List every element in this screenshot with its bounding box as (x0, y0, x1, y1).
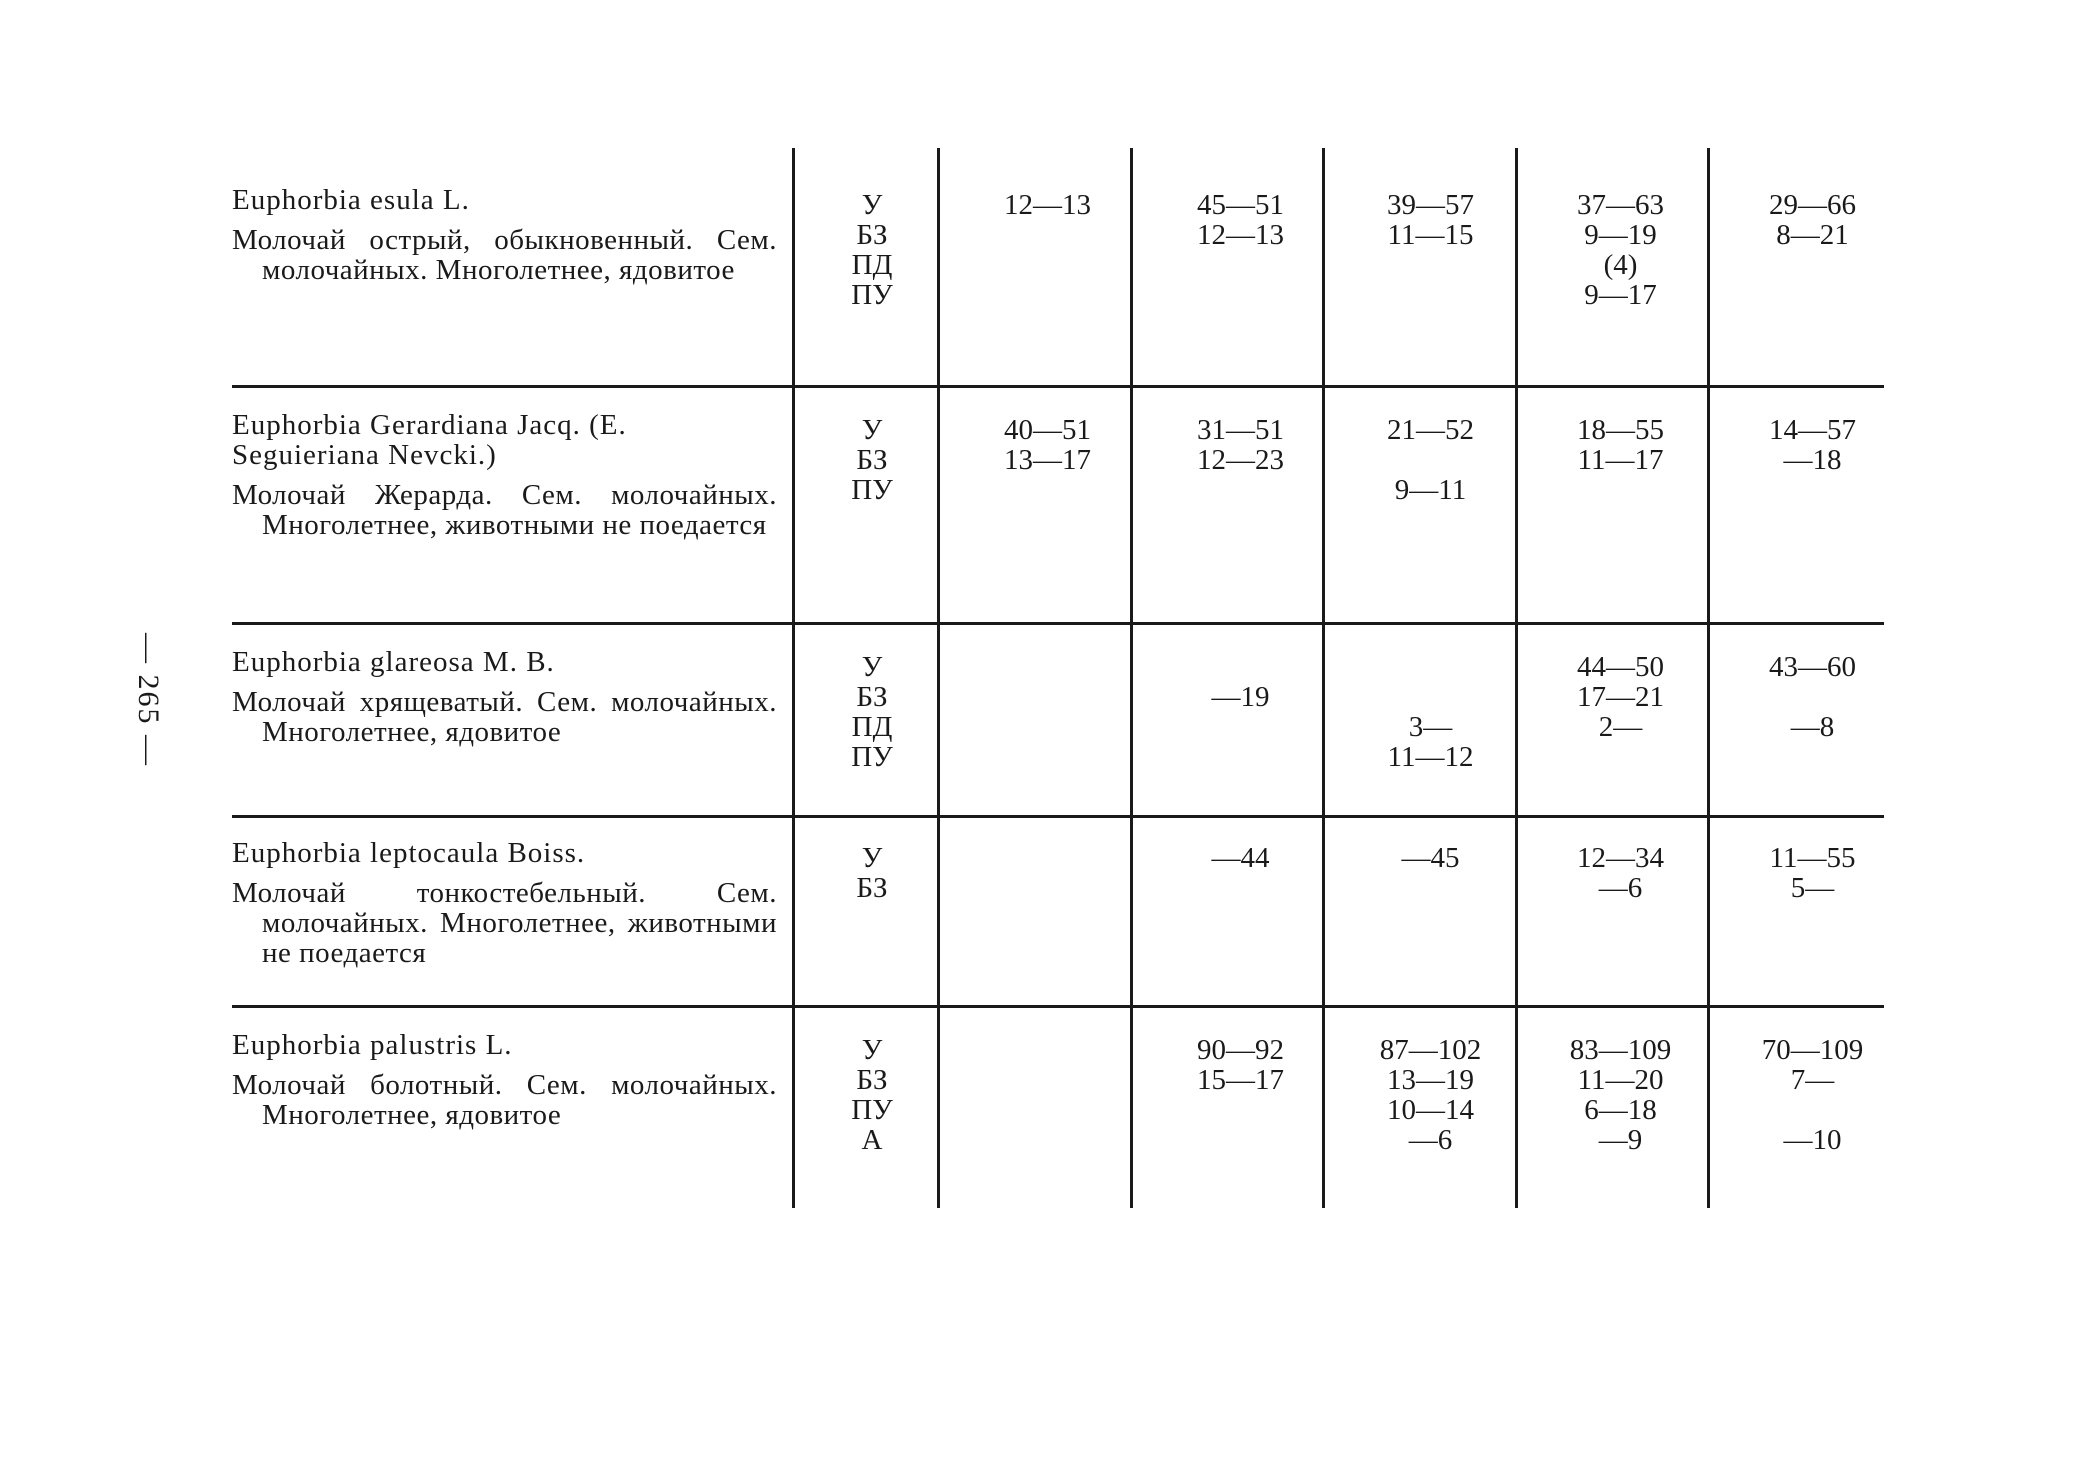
species-description: Молочай хрящеватый. Сем. молочайных. Многолетнее, ядовитое (232, 686, 777, 748)
value-range: 43—60 (1769, 651, 1856, 683)
value-range: —18 (1783, 444, 1842, 476)
value-range: 9—19 (1584, 219, 1657, 251)
value-cell (1528, 652, 1713, 742)
value-range: 11—15 (1387, 219, 1474, 251)
value-range (1338, 445, 1523, 475)
value-range: 45—51 (1197, 189, 1284, 221)
value-range: 11—55 (1769, 842, 1856, 874)
value-range: —44 (1211, 842, 1270, 874)
value-cell (1720, 843, 1905, 903)
habitat-codes (802, 415, 942, 505)
value-range: 39—57 (1387, 189, 1474, 221)
value-cell (1338, 415, 1523, 505)
habitat-codes (802, 652, 942, 772)
value-range: —19 (1211, 681, 1270, 713)
value-range: 12—13 (1197, 219, 1284, 251)
habitat-code: У (861, 414, 883, 446)
habitat-code: ПД (851, 249, 893, 281)
habitat-code: БЗ (856, 681, 888, 713)
species-description: Молочай острый, обыкновенный. Сем. молочайных. Многолетнее, ядовитое (232, 224, 777, 286)
value-range: 29—66 (1769, 189, 1856, 221)
value-range: 8—21 (1776, 219, 1849, 251)
value-range: 11—17 (1577, 444, 1664, 476)
column-rule (1130, 148, 1133, 1208)
habitat-code: ПУ (851, 1094, 893, 1126)
value-range: 12—23 (1197, 444, 1284, 476)
value-cell (1148, 190, 1333, 250)
value-range: 6—18 (1584, 1094, 1657, 1126)
value-cell (1148, 1035, 1333, 1095)
habitat-code: БЗ (856, 872, 888, 904)
species-description: Молочай тонкостебельный. Сем. молочайных. Многолетнее, животными не поедается (232, 877, 777, 969)
value-cell (1148, 415, 1333, 475)
value-range: —6 (1408, 1124, 1453, 1156)
row-separator (232, 385, 1884, 388)
value-range: 87—102 (1379, 1034, 1482, 1066)
value-range: 83—109 (1569, 1034, 1672, 1066)
value-range: 7— (1790, 1064, 1835, 1096)
value-range: 31—51 (1197, 414, 1284, 446)
column-rule (792, 148, 795, 1208)
value-cell (1338, 843, 1523, 873)
value-range: 12—34 (1577, 842, 1664, 874)
species-latin-name: Euphorbia esula L. (232, 184, 470, 216)
species-latin-name: Euphorbia palustris L. (232, 1029, 513, 1061)
value-range: 14—57 (1769, 414, 1856, 446)
value-range: 70—109 (1761, 1034, 1864, 1066)
habitat-code: ПД (851, 711, 893, 743)
habitat-code: ПУ (851, 741, 893, 773)
species-entry (232, 647, 777, 747)
value-cell (1720, 652, 1905, 742)
value-cell (1528, 190, 1713, 310)
species-description: Молочай Жерарда. Сем. молочайных. Многолетнее, животными не поедается (232, 479, 777, 541)
value-cell (1528, 843, 1713, 903)
value-range: 5— (1790, 872, 1835, 904)
value-range: 9—17 (1584, 279, 1657, 311)
value-range: 11—12 (1387, 741, 1474, 773)
habitat-code: ПУ (851, 474, 893, 506)
species-entry (232, 1030, 777, 1130)
habitat-code: У (861, 651, 883, 683)
habitat-code: У (861, 842, 883, 874)
value-range: —9 (1598, 1124, 1643, 1156)
value-range (1338, 652, 1523, 682)
value-range: 15—17 (1197, 1064, 1284, 1096)
species-description: Молочай болотный. Сем. молочайных. Многолетнее, ядовитое (232, 1069, 777, 1131)
value-range: —6 (1598, 872, 1643, 904)
habitat-code: БЗ (856, 219, 888, 251)
value-cell (955, 415, 1140, 475)
value-range: 40—51 (1004, 414, 1091, 446)
value-cell (1148, 652, 1333, 712)
value-range: 18—55 (1577, 414, 1664, 446)
habitat-code: ПУ (851, 279, 893, 311)
value-range: 13—17 (1004, 444, 1091, 476)
value-cell (1528, 415, 1713, 475)
habitat-code: БЗ (856, 444, 888, 476)
species-latin-name: Euphorbia leptocaula Boiss. (232, 837, 586, 869)
value-cell (1338, 1035, 1523, 1155)
habitat-codes (802, 190, 942, 310)
row-separator (232, 1005, 1884, 1008)
species-latin-name: Euphorbia Gerardiana Jacq. (E. Seguieriana Nevcki.) (232, 409, 627, 471)
value-cell (1720, 1035, 1905, 1155)
value-range: 2— (1598, 711, 1643, 743)
value-cell (1338, 190, 1523, 250)
row-separator (232, 815, 1884, 818)
value-cell (1148, 843, 1333, 873)
value-range: 21—52 (1387, 414, 1474, 446)
value-cell (1720, 190, 1905, 250)
value-range: 17—21 (1577, 681, 1664, 713)
species-latin-name: Euphorbia glareosa M. B. (232, 646, 555, 678)
value-range: 11—20 (1577, 1064, 1664, 1096)
value-range: —45 (1401, 842, 1460, 874)
value-range: 3— (1408, 711, 1453, 743)
page-number: — 265 — (132, 633, 165, 767)
species-entry (232, 838, 777, 968)
value-range: 12—13 (1004, 189, 1091, 221)
habitat-code: А (861, 1124, 883, 1156)
habitat-code: У (861, 189, 883, 221)
value-range (1720, 1095, 1905, 1125)
value-range: —8 (1790, 711, 1835, 743)
value-range: 90—92 (1197, 1034, 1284, 1066)
species-entry (232, 410, 777, 540)
habitat-codes (802, 1035, 942, 1155)
habitat-codes (802, 843, 942, 903)
value-range: (4) (1603, 249, 1638, 281)
habitat-code: БЗ (856, 1064, 888, 1096)
value-range: —10 (1783, 1124, 1842, 1156)
habitat-code: У (861, 1034, 883, 1066)
value-range: 10—14 (1387, 1094, 1474, 1126)
value-cell (1338, 652, 1523, 772)
value-cell (1528, 1035, 1713, 1155)
value-range (1720, 682, 1905, 712)
value-cell (955, 190, 1140, 220)
value-range (1338, 682, 1523, 712)
species-entry (232, 185, 777, 285)
value-range: 37—63 (1577, 189, 1664, 221)
value-range: 44—50 (1577, 651, 1664, 683)
value-cell (1720, 415, 1905, 475)
value-range (1148, 652, 1333, 682)
value-range: 13—19 (1387, 1064, 1474, 1096)
row-separator (232, 622, 1884, 625)
value-range: 9—11 (1394, 474, 1467, 506)
